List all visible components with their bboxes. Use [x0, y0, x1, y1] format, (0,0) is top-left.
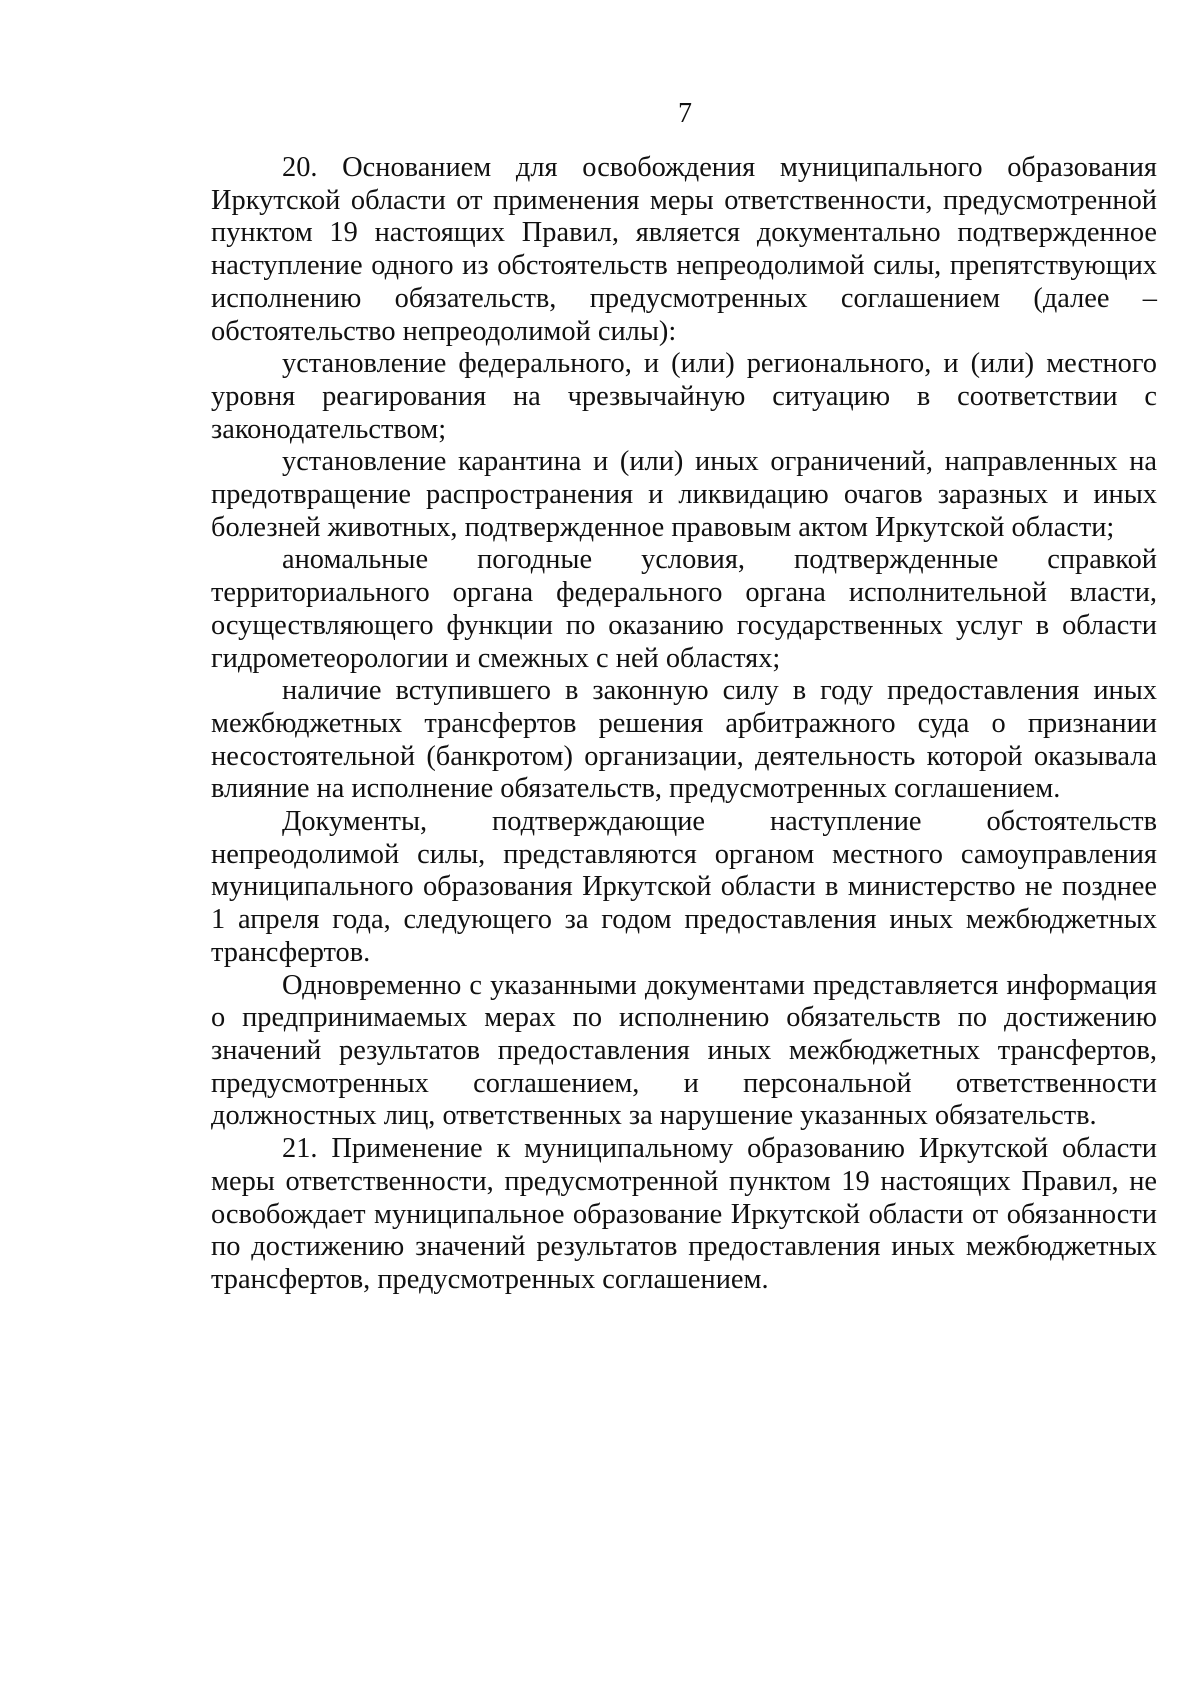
paragraph-bankruptcy: наличие вступившего в законную силу в году предоставления иных межбюджетных трансфертов решения арбитражного суда о признании несостоятельной (банкротом) организации, деятельность которой оказывала влияние на исполнение обязательств, предусмотренных соглашением.: [211, 675, 1157, 805]
paragraph-documents: Документы, подтверждающие наступление обстоятельств непреодолимой силы, представляются органом местного самоуправления муниципального образования Иркутской области в министерство не позднее 1 апреля года, следующего за годом предоставления иных межбюджетных трансфертов.: [211, 806, 1157, 968]
paragraph-quarantine: установление карантина и (или) иных ограничений, направленных на предотвращение распространения и ликвидацию очагов заразных и иных болезней животных, подтвержденное правовым актом Иркутской области;: [211, 446, 1157, 543]
page-number: 7: [678, 98, 692, 129]
paragraph-federal-level: установление федерального, и (или) регионального, и (или) местного уровня реагирования на чрезвычайную ситуацию в соответствии с законодательством;: [211, 348, 1157, 445]
document-body: [211, 152, 1157, 1297]
paragraph-20: 20. Основанием для освобождения муниципального образования Иркутской области от применения меры ответственности, предусмотренной пунктом 19 настоящих Правил, является документально подтвержденное наступление одного из обстоятельств непреодолимой силы, препятствующих исполнению обязательств, предусмотренных соглашением (далее – обстоятельство непреодолимой силы):: [211, 152, 1157, 347]
paragraph-21: 21. Применение к муниципальному образованию Иркутской области меры ответственности, предусмотренной пунктом 19 настоящих Правил, не освобождает муниципальное образование Иркутской области от обязанности по достижению значений результатов предоставления иных межбюджетных трансфертов, предусмотренных соглашением.: [211, 1133, 1157, 1295]
paragraph-information: Одновременно с указанными документами представляется информация о предпринимаемых мерах по исполнению обязательств по достижению значений результатов предоставления иных межбюджетных трансфертов, предусмотренных соглашением, и персональной ответственности должностных лиц, ответственных за нарушение указанных обязательств.: [211, 969, 1157, 1132]
paragraph-weather: аномальные погодные условия, подтвержденные справкой территориального органа федерального органа исполнительной власти, осуществляющего функции по оказанию государственных услуг в области гидрометеорологии и смежных с ней областях;: [211, 544, 1157, 674]
